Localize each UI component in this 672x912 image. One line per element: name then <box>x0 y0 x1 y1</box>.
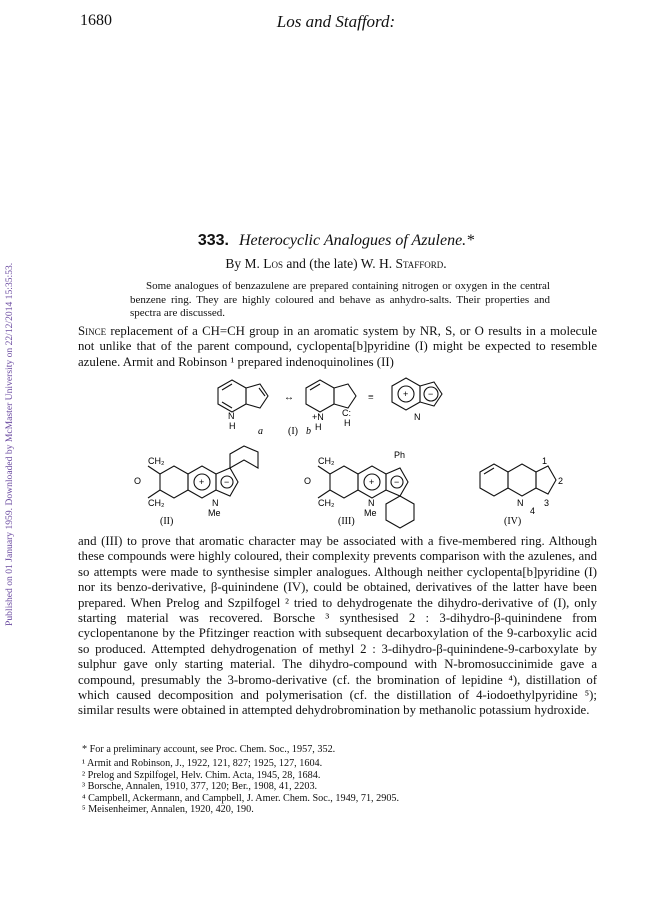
paragraph-1-lead: Since <box>78 324 107 338</box>
minus-III: − <box>394 477 400 487</box>
pos-3: 3 <box>544 498 550 508</box>
footnote-4: ⁴ Campbell, Ackermann, and Campbell, J. Amer. Chem. Soc., 1949, 71, 2905. <box>82 792 400 804</box>
author-1: Los <box>263 256 283 271</box>
plus-III: + <box>369 477 375 487</box>
atom-H: H <box>229 421 236 431</box>
minus-sign: − <box>428 389 434 399</box>
running-title: Los and Stafford: <box>276 12 396 31</box>
footnotes <box>82 744 597 815</box>
label-I: (I) <box>288 426 298 437</box>
plus-II: + <box>199 477 205 487</box>
minus-II: − <box>224 477 230 487</box>
equals-sign: ≡ <box>368 392 374 403</box>
article-title-text: Heterocyclic Analogues of Azulene.* <box>238 232 475 249</box>
pos-2: 2 <box>558 476 564 486</box>
atom-N: N <box>228 411 235 421</box>
ch2-II-top: CH₂ <box>148 456 165 466</box>
ph-III: Ph <box>394 450 406 460</box>
me-II: Me <box>208 508 221 518</box>
plus-sign: + <box>403 389 409 399</box>
label-IV: (IV) <box>504 516 522 527</box>
article-title <box>0 232 672 250</box>
resonance-arrow: ↔ <box>284 392 294 403</box>
label-b: b <box>306 426 311 437</box>
paragraph-1 <box>78 324 597 370</box>
byline-prefix: By M. <box>225 256 264 271</box>
pyridine-ring-a <box>218 380 246 412</box>
atom-H-c: H <box>344 418 351 428</box>
footnote-star: * For a preliminary account, see Proc. Chem. Soc., 1957, 352. <box>82 744 336 755</box>
byline-mid: and (the late) W. H. <box>282 256 396 271</box>
atom-H-b: H <box>315 422 322 432</box>
paragraph-2: and (III) to prove that aromatic character may be associated with a five-membered ring. Although these compounds were highly coloured, their complexity prevents comparison with the azulenes, and so attempts were made to synthesise simpler analogues. Although neither cyclopenta[b]pyridine (I) nor its benzo-derivative, β-quinindene (IV), could be obtained, derivatives of the latter have been prepared. When Prelog and Szpilfogel ² tried to dehydrogenate the dihydro-derivative of (I), only starting material was recovered. Borsche ³ synthesised 2 : 3-dihydro-β-quinindene from cyclopentanone by the Pfitzinger reaction with subsequent decarboxylation of the 9-carboxylic acid so produced. Attempted dehydrogenation of methyl 2 : 3-dihydro-β-quinindene-9-carboxylate by sulphur gave only starting material. The dihydro-compound with N-bromosuccinimide gave a compound, presumably the 3-bromo-derivative (cf. the bromination of lepidine ⁴), distillation of which caused decomposition and polymerisation (cf. the distillation of 4-iodoethylpyridine ⁵); similar results were obtained in attempted dehydrobromination by methanolic potassium hydroxide. <box>78 534 597 718</box>
me-III: Me <box>364 508 377 518</box>
pos-1: 1 <box>542 456 548 466</box>
structure-I-diagram <box>208 372 468 440</box>
label-III: (III) <box>338 516 355 527</box>
structures-II-III-IV-diagram <box>130 444 564 530</box>
byline-suffix: . <box>443 256 447 271</box>
pyridine-ring-b <box>306 380 334 412</box>
article-number: 333. <box>197 232 229 249</box>
byline <box>0 256 672 272</box>
atom-N-plus: +N <box>312 412 324 422</box>
page-number: 1680 <box>80 12 112 29</box>
ch2-III-bottom: CH₂ <box>318 498 335 508</box>
footnote-5: ⁵ Meisenheimer, Annalen, 1920, 420, 190. <box>82 804 254 816</box>
footnote-1: ¹ Armit and Robinson, J., 1922, 121, 827; 1925, 127, 1604. <box>82 758 323 770</box>
footnote-2: ² Prelog and Szpilfogel, Helv. Chim. Acta, 1945, 28, 1684. <box>82 769 321 781</box>
atom-N-III: N <box>368 498 375 508</box>
atom-O-II: O <box>134 476 142 486</box>
label-II: (II) <box>160 516 174 527</box>
atom-N-IV: N <box>517 498 524 508</box>
cyclopentadiene-ring-b <box>334 384 356 408</box>
pos-4: 4 <box>530 506 536 516</box>
label-a: a <box>258 426 263 437</box>
atom-N-c: N <box>414 412 421 422</box>
download-notice: Published on 01 January 1959. Downloaded by McMaster University on 22/12/2014 15:35:53. <box>4 262 15 626</box>
ch2-III-top: CH₂ <box>318 456 335 466</box>
atom-O-III: O <box>304 476 312 486</box>
atom-N-II: N <box>212 498 219 508</box>
ch2-II-bottom: CH₂ <box>148 498 165 508</box>
paragraph-1-text: replacement of a CH=CH group in an aromatic system by NR, S, or O results in a molecule not unlike that of the parent compound, cyclopenta[b]pyridine (I) might be expected to resemble azulene. Armit and Robinson ¹ prepared indenoquinolines (II) <box>78 324 597 369</box>
atom-C-minus: C: <box>342 408 351 418</box>
abstract: Some analogues of benzazulene are prepared containing nitrogen or oxygen in the central benzene ring. They are highly coloured and behave as anhydro-salts. Their properties and spectra are discussed. <box>130 280 550 320</box>
author-2: Stafford <box>395 256 444 271</box>
footnote-3: ³ Borsche, Annalen, 1910, 377, 120; Ber., 1908, 41, 2203. <box>82 781 318 793</box>
